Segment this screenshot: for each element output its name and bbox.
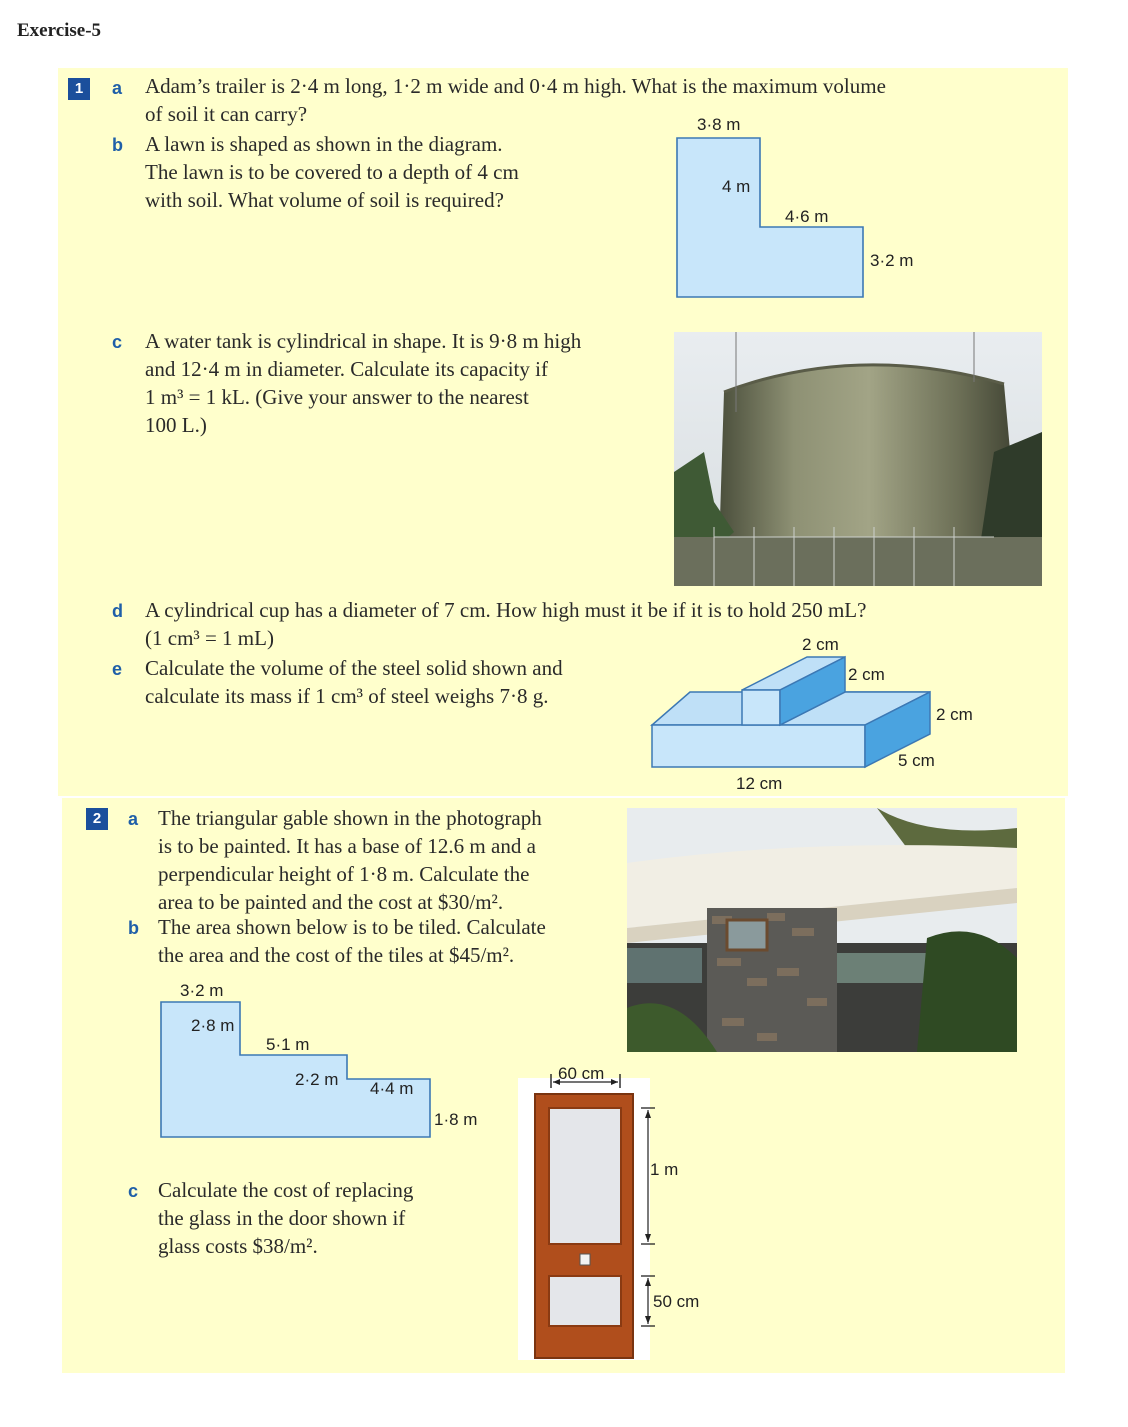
q1c-line2: and 12·4 m in diameter. Calculate its capacity if: [145, 357, 548, 381]
q1e-text: [145, 654, 645, 710]
q1b-letter: b: [112, 135, 123, 155]
q2c-line3: glass costs $38/m².: [158, 1234, 318, 1258]
q1d-line2: (1 cm³ = 1 mL): [145, 626, 274, 650]
q2a-line2: is to be painted. It has a base of 12.6 m and a: [158, 834, 536, 858]
lawn-diagram: [660, 105, 940, 310]
base-front-face: [652, 725, 865, 767]
q1e-letter: e: [112, 659, 123, 679]
q1c-text: [145, 327, 660, 439]
tile-label-step2: 4·4 m: [370, 1079, 414, 1098]
door-label-upper-height: 1 m: [650, 1160, 679, 1179]
q1c-line4: 100 L.): [145, 413, 207, 437]
q1e-line2: calculate its mass if 1 cm³ of steel weighs 7·8 g.: [145, 684, 549, 708]
solid-label-top-height: 2 cm: [848, 665, 885, 684]
door-label-lower-height: 50 cm: [653, 1292, 700, 1311]
q2a-line3: perpendicular height of 1·8 m. Calculate the: [158, 862, 530, 886]
q2a-letter: a: [128, 809, 139, 829]
tile-label-drop2: 2·2 m: [295, 1070, 339, 1089]
q2c-line1: Calculate the cost of replacing: [158, 1178, 414, 1202]
lawn-label-step: 4·6 m: [785, 207, 829, 226]
solid-label-depth: 5 cm: [898, 751, 935, 770]
water-tank-photo: [674, 332, 1042, 586]
q1b-text: [145, 130, 645, 214]
q2c-line2: the glass in the door shown if: [158, 1206, 406, 1230]
q2a-line1: The triangular gable shown in the photograph: [158, 806, 542, 830]
solid-label-length: 12 cm: [736, 774, 783, 793]
q2a-text: [158, 804, 618, 916]
q1b-line3: with soil. What volume of soil is required?: [145, 188, 504, 212]
q2b-line2: the area and the cost of the tiles at $45/m².: [158, 943, 515, 967]
lawn-label-left-drop: 4 m: [722, 177, 751, 196]
q2b-line1: The area shown below is to be tiled. Calculate: [158, 915, 546, 939]
q1c-line3: 1 m³ = 1 kL. (Give your answer to the nearest: [145, 385, 529, 409]
lawn-label-top: 3·8 m: [697, 115, 741, 134]
house-gable-photo: [627, 808, 1017, 1052]
q1e-line1: Calculate the volume of the steel solid shown and: [145, 656, 563, 680]
q1a-line1: Adam’s trailer is 2·4 m long, 1·2 m wide and 0·4 m high. What is the maximum volume: [145, 74, 886, 98]
q2c-text: [158, 1176, 488, 1260]
question-2-number: 2: [86, 808, 108, 830]
door-upper-glass: [549, 1108, 621, 1244]
door-label-width: 60 cm: [558, 1064, 605, 1083]
lawn-label-right: 3·2 m: [870, 251, 914, 270]
tile-label-top: 3·2 m: [180, 981, 224, 1000]
solid-label-base-height: 2 cm: [936, 705, 973, 724]
q1b-line1: A lawn is shaped as shown in the diagram.: [145, 132, 503, 156]
exercise-title: Exercise-5: [17, 20, 102, 41]
door-handle: [580, 1254, 590, 1265]
lawn-shape: [677, 138, 863, 297]
solid-label-top-width: 2 cm: [802, 635, 839, 654]
tile-area-diagram: [150, 975, 495, 1145]
q2b-letter: b: [128, 918, 139, 938]
q1c-letter: c: [112, 332, 123, 352]
q2c-letter: c: [128, 1181, 139, 1201]
q1b-line2: The lawn is to be covered to a depth of 4 cm: [145, 160, 519, 184]
q1a-letter: a: [112, 78, 123, 98]
q2b-text: [158, 913, 618, 969]
tile-label-right: 1·8 m: [434, 1110, 478, 1129]
ridge-front-face: [742, 690, 780, 725]
q1a-line2: of soil it can carry?: [145, 102, 308, 126]
q1d-line1: A cylindrical cup has a diameter of 7 cm. How high must it be if it is to hold 250 mL?: [145, 598, 867, 622]
door-diagram: [518, 1062, 728, 1362]
question-1-number: 1: [68, 78, 90, 100]
tile-label-left-drop: 2·8 m: [191, 1016, 235, 1035]
door-lower-glass: [549, 1276, 621, 1326]
q1c-line1: A water tank is cylindrical in shape. It is 9·8 m high: [145, 329, 582, 353]
tile-label-step1: 5·1 m: [266, 1035, 310, 1054]
q2a-line4: area to be painted and the cost at $30/m².: [158, 890, 504, 914]
q1d-letter: d: [112, 601, 123, 621]
steel-solid-diagram: [640, 630, 1000, 796]
